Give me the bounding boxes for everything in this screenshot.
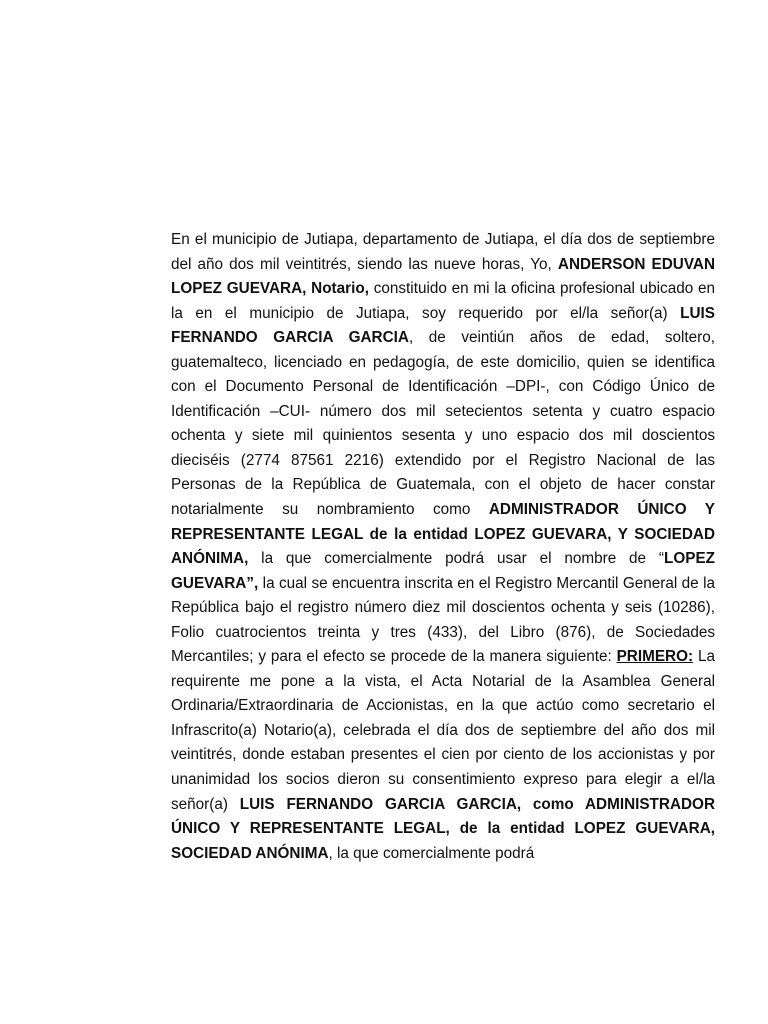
text-segment: , de veintiún años de edad, soltero, guatemalteco, licenciado en pedagogía, de este domicilio, quien se identifica con el Documento Personal de Identificación –DPI-, con Código Único de Identificación –CUI- número dos mil setecientos setenta y cuatro espacio ochenta y siete mil quinientos sesenta y uno espacio dos mil doscientos dieciséis (2774 87561 2216) extendido por el Registro Nacional de las Personas de la República de Guatemala, con el objeto de hacer constar notarialmente su nombramiento como <box>171 329 715 519</box>
text-segment: la cual se encuentra inscrita en el Registro Mercantil General de la República bajo el registro número diez mil doscientos ochenta y seis (10286), Folio cuatrocientos treinta y tres (433), del Libro (876), de Sociedades Mercantiles; y para el efecto se procede de la manera siguiente: <box>171 574 715 666</box>
notarial-act-paragraph <box>171 228 715 866</box>
text-segment: , la que comercialmente podrá <box>328 844 535 862</box>
clause-heading-label: PRIMERO: <box>616 648 694 666</box>
text-segment: la que comercialmente podrá usar el nombre de “ <box>248 550 664 568</box>
text-segment: En el municipio de Jutiapa, departamento de Jutiapa, el día dos de septiembre del año dos mil veintitrés, siendo las nueve horas, Yo, <box>171 231 715 273</box>
notary-name: ANDERSON EDUVAN LOPEZ GUEVARA, Notario, <box>171 255 716 298</box>
trade-name: LOPEZ GUEVARA”, <box>171 550 715 592</box>
text-segment: La requirente me pone a la vista, el Acta Notarial de la Asamblea General Ordinaria/Extraordinaria de Accionistas, en la que actúo como secretario el Infrascrito(a) Notario(a), celebrada el día dos de septiembre del año dos mil veintitrés, donde estaban presentes el cien por ciento de los accionistas y por unanimidad los socios dieron su consentimiento expreso para elegir a el/la señor(a) <box>171 648 715 813</box>
appointee-statement: LUIS FERNANDO GARCIA GARCIA, como ADMINISTRADOR ÚNICO Y REPRESENTANTE LEGAL, de la entidad LOPEZ GUEVARA, SOCIEDAD ANÓNIMA <box>171 795 715 862</box>
text-segment: constituido en mi la oficina profesional ubicado en la en el municipio de Jutiapa, soy requerido por el/la señor(a) <box>171 280 716 322</box>
requester-name: LUIS FERNANDO GARCIA GARCIA <box>171 304 715 347</box>
appointment-title: ADMINISTRADOR ÚNICO Y REPRESENTANTE LEGAL de la entidad LOPEZ GUEVARA, Y SOCIEDAD ANÓNIMA, <box>171 501 716 568</box>
clause-heading-primero <box>617 648 694 665</box>
